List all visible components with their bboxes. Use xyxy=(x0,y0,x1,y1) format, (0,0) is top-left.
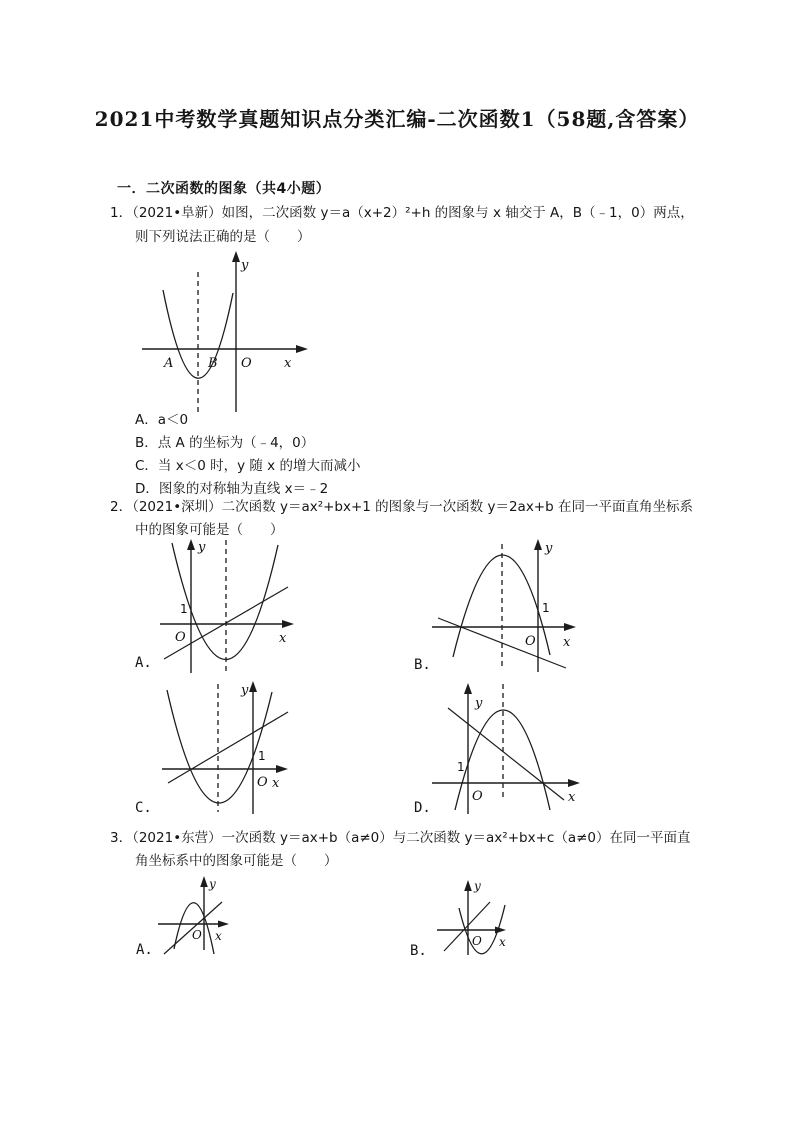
q1-graph xyxy=(140,250,315,412)
q2-text-line1: 2．（2021•深圳）二次函数 y＝ax²+bx+1 的图象与一次函数 y＝2ax+b 在同一平面直角坐标系 xyxy=(110,499,693,515)
q2-graph-a xyxy=(158,537,298,677)
q2d-origin-label: O xyxy=(472,789,483,804)
q2a-y-axis-label: y xyxy=(198,540,206,555)
q2b-y-axis-arrow-icon xyxy=(534,539,542,550)
q2a-x-axis-arrow-icon xyxy=(282,620,294,628)
q3a-origin-label: O xyxy=(192,928,202,942)
q3-option-a-label: A. xyxy=(136,942,153,958)
q2c-x-axis-label: x xyxy=(272,776,280,791)
q2b-x-axis-arrow-icon xyxy=(564,623,576,631)
q2a-y-axis-arrow-icon xyxy=(187,539,195,550)
q2d-y-axis-arrow-icon xyxy=(464,683,472,694)
q2b-origin-label: O xyxy=(525,634,536,649)
q3-text-line1: 3．（2021•东营）一次函数 y＝ax+b（a≠0）与二次函数 y＝ax²+bx+c（a≠0）在同一平面直 xyxy=(110,830,691,846)
q2c-y-axis-label: y xyxy=(241,683,249,698)
q1-text-line1: 1．（2021•阜新）如图，二次函数 y＝a（x+2）²+h 的图象与 x 轴交于 A，B（﹣1，0）两点， xyxy=(110,205,694,221)
q3-option-b-label: B. xyxy=(410,943,427,959)
section-heading: 一．二次函数的图象（共4小题） xyxy=(117,181,331,197)
q2-graph-c xyxy=(160,680,295,818)
q3-graph-a xyxy=(152,874,242,964)
q2-option-b-label: B. xyxy=(414,657,431,673)
q2c-y-axis-arrow-icon xyxy=(249,681,257,692)
q2d-x-axis-arrow-icon xyxy=(568,779,580,787)
q2b-x-axis-label: x xyxy=(563,635,571,650)
q2d-y-intercept-label: 1 xyxy=(457,760,465,774)
q2-graph-d xyxy=(430,680,580,818)
q2d-x-axis-label: x xyxy=(568,790,576,805)
q2-option-a-label: A. xyxy=(135,655,152,671)
q3a-y-axis-label: y xyxy=(209,877,216,891)
q3b-y-axis-arrow-icon xyxy=(464,880,472,891)
q1-x-axis-arrow-icon xyxy=(296,345,308,353)
q2c-x-axis-arrow-icon xyxy=(276,765,288,773)
q2c-y-intercept-label: 1 xyxy=(258,749,266,763)
q1-y-axis-label: y xyxy=(241,258,249,273)
q1-point-b-label: B xyxy=(208,356,218,371)
q1-origin-label: O xyxy=(241,356,252,371)
q2-option-d-label: D. xyxy=(414,800,431,816)
q3b-y-axis-label: y xyxy=(474,879,481,893)
q2d-linear-line xyxy=(448,708,564,800)
q1-option-c: C．当 x＜0 时，y 随 x 的增大而减小 xyxy=(135,458,361,474)
q2-graph-b xyxy=(430,538,580,676)
q2d-y-axis-label: y xyxy=(475,696,483,711)
q2a-y-intercept-label: 1 xyxy=(180,602,188,616)
q2a-origin-label: O xyxy=(175,630,186,645)
q1-y-axis-arrow-icon xyxy=(232,251,240,262)
q3a-x-axis-arrow-icon xyxy=(218,921,229,928)
q2c-linear-line xyxy=(168,712,288,783)
q2b-y-intercept-label: 1 xyxy=(542,601,550,615)
q2b-y-axis-label: y xyxy=(545,541,553,556)
q2a-parabola-curve xyxy=(172,543,278,660)
q1-option-d: D．图象的对称轴为直线 x＝﹣2 xyxy=(135,481,329,497)
q3b-origin-label: O xyxy=(472,934,482,948)
q3b-linear-line xyxy=(444,902,490,951)
q1-x-axis-label: x xyxy=(284,356,292,371)
q1-option-b: B．点 A 的坐标为（﹣4，0） xyxy=(135,435,315,451)
q3-text-line2: 角坐标系中的图象可能是（ ） xyxy=(135,853,338,869)
q3b-x-axis-label: x xyxy=(499,935,506,949)
q2-text-line2: 中的图象可能是（ ） xyxy=(135,522,284,538)
q3a-x-axis-label: x xyxy=(215,929,222,943)
q1-option-a: A．a＜0 xyxy=(135,412,189,428)
page-title: 2021中考数学真题知识点分类汇编-二次函数1（58题,含答案） xyxy=(94,107,700,131)
q2-option-c-label: C. xyxy=(135,800,152,816)
q3a-y-axis-arrow-icon xyxy=(200,876,208,887)
q3-graph-b xyxy=(433,875,523,965)
q1-point-a-label: A xyxy=(164,356,174,371)
q1-text-line2: 则下列说法正确的是（ ） xyxy=(135,229,311,245)
q2a-x-axis-label: x xyxy=(279,631,287,646)
q2c-origin-label: O xyxy=(257,775,268,790)
